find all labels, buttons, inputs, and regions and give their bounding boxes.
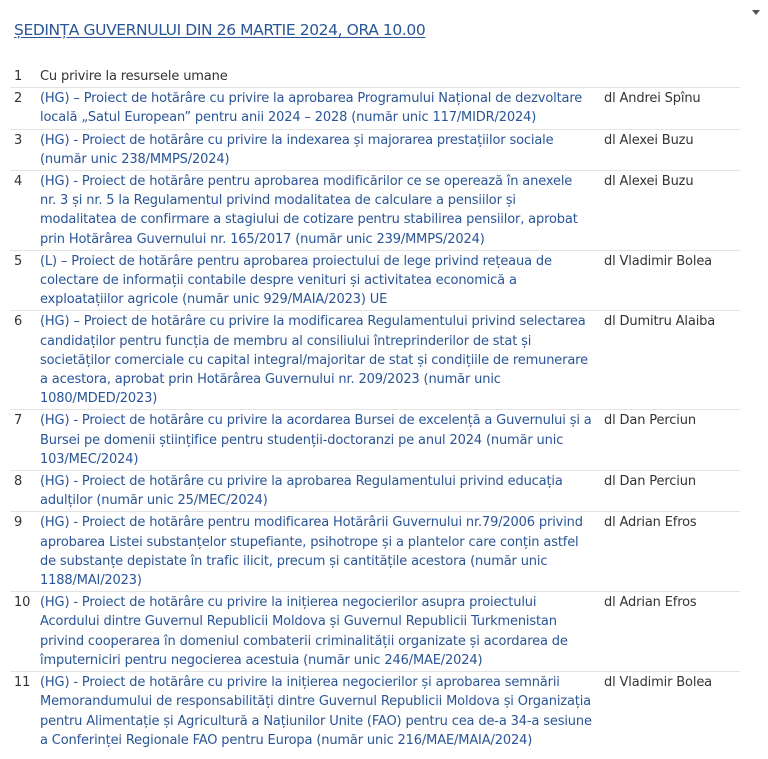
agenda-item-speaker: dl Dan Perciun [604, 474, 696, 490]
agenda-item-link[interactable]: (HG) – Proiect de hotărâre cu privire la modificarea Regulamentului privind selectarea candidaților pentru funcția de membru al consiliului întreprinderilor de stat și societăților comerciale cu capital integral/majoritar de stat și condițiile de remunerare a acestora, aprobat prin Hotărârea Guvernului nr. 209/2023 (număr unic 1080/MDED/2023) [40, 314, 588, 407]
agenda-row [10, 512, 740, 592]
agenda-item-speaker: dl Alexei Buzu [604, 132, 694, 148]
agenda-item-number: 5 [14, 253, 23, 269]
agenda-item-number: 9 [14, 515, 23, 531]
agenda-item-speaker: dl Alexei Buzu [604, 174, 694, 190]
agenda-row [10, 592, 740, 672]
chevron-down-icon[interactable] [752, 10, 760, 15]
agenda-item-number: 2 [14, 91, 23, 107]
agenda-item-link[interactable]: (HG) - Proiect de hotărâre pentru aprobarea modificărilor ce se operează în anexele nr. 3 și nr. 5 la Regulamentul privind modalitatea de calculare a pensiilor și modalitatea de confirmare a stagiului de cotizare pentru stabilirea pensiilor, aprobat prin Hotărârea Guvernului nr. 165/2017 (număr unic 239/MMPS/2024) [40, 174, 578, 247]
agenda-item-number: 1 [14, 69, 23, 84]
agenda-row [10, 171, 740, 251]
agenda-item-speaker: dl Vladimir Bolea [604, 675, 712, 691]
agenda-row [10, 88, 740, 129]
agenda-item-speaker: dl Adrian Efros [604, 595, 697, 611]
agenda-item-number: 7 [14, 413, 23, 429]
agenda-item-link[interactable]: (HG) - Proiect de hotărâre cu privire la inițierea negocierilor asupra proiectului Acordului dintre Guvernul Republicii Moldova și Guvernul Republicii Turkmenistan privind cooperarea în domeniul combaterii criminalității organizate și acordarea de împuterniciri pentru negocierea acestuia (număr unic 246/MAE/2024) [40, 595, 568, 668]
agenda-item-number: 11 [14, 675, 31, 691]
agenda-item-speaker: dl Vladimir Bolea [604, 253, 712, 269]
agenda-item-link[interactable]: (L) – Proiect de hotărâre pentru aprobarea proiectului de lege privind rețeaua de colectare de informații contabile despre venituri și activitatea economică a exploatațiilor agricole (număr unic 929/MAIA/2023) UE [40, 253, 552, 308]
agenda-item-link[interactable]: (HG) - Proiect de hotărâre pentru modificarea Hotărârii Guvernului nr.79/2006 privind aprobarea Listei substanțelor stupefiante, psihotrope și a plantelor care conțin astfel de substanțe depistate în trafic ilicit, precum și cantitățile acestora (număr unic 1188/MAI/2023) [40, 515, 583, 589]
agenda-row [10, 410, 740, 471]
agenda-item-link[interactable]: (HG) - Proiect de hotărâre cu privire la aprobarea Regulamentului privind educația adulților (număr unic 25/MEC/2024) [40, 474, 563, 509]
agenda-item-speaker: dl Dan Perciun [604, 413, 696, 429]
agenda-item-link[interactable]: (HG) - Proiect de hotărâre cu privire la acordarea Bursei de excelență a Guvernului și a Bursei pe domenii științifice pentru studenții-doctoranzi pe anul 2024 (număr unic 103/MEC/2024) [40, 413, 592, 467]
agenda-item-number: 8 [14, 474, 23, 490]
agenda-item-text: Cu privire la resursele umane [40, 69, 228, 84]
agenda-item-link[interactable]: (HG) – Proiect de hotărâre cu privire la aprobarea Programului Național de dezvoltare locală „Satul European” pentru anii 2024 – 2028 (număr unic 117/MIDR/2024) [40, 91, 583, 126]
agenda-item-number: 6 [14, 314, 23, 330]
agenda-row [10, 66, 740, 88]
agenda-row [10, 250, 740, 311]
agenda-item-link[interactable]: (HG) - Proiect de hotărâre cu privire la indexarea și majorarea prestațiilor sociale (număr unic 238/MMPS/2024) [40, 132, 554, 167]
agenda-row [10, 129, 740, 170]
agenda-item-number: 3 [14, 132, 23, 148]
agenda-item-speaker: dl Dumitru Alaiba [604, 314, 716, 330]
agenda-row [10, 311, 740, 410]
agenda-table [10, 66, 740, 751]
agenda-item-speaker: dl Andrei Spînu [604, 91, 701, 107]
agenda-item-speaker: dl Adrian Efros [604, 515, 697, 531]
agenda-row [10, 672, 740, 751]
agenda-item-speaker [596, 66, 740, 88]
agenda-item-number: 4 [14, 174, 23, 190]
agenda-row [10, 471, 740, 512]
agenda-item-number: 10 [14, 595, 31, 611]
agenda-item-link[interactable]: (HG) - Proiect de hotărâre cu privire la inițierea negocierilor și aprobarea semnării Memorandumului de responsabilități dintre Guvernul Republicii Moldova și Organizația pentru Alimentație și Agricultură a Națiunilor Unite (FAO) pentru cea de-a 34-a sesiune a Conferinței Regionale FAO pentru Europa (număr unic 216/MAE/MAIA/2024) [40, 675, 592, 748]
session-header [14, 18, 754, 46]
session-title-link[interactable]: ȘEDINȚA GUVERNULUI DIN 26 MARTIE 2024, ORA 10.00 [14, 21, 426, 39]
